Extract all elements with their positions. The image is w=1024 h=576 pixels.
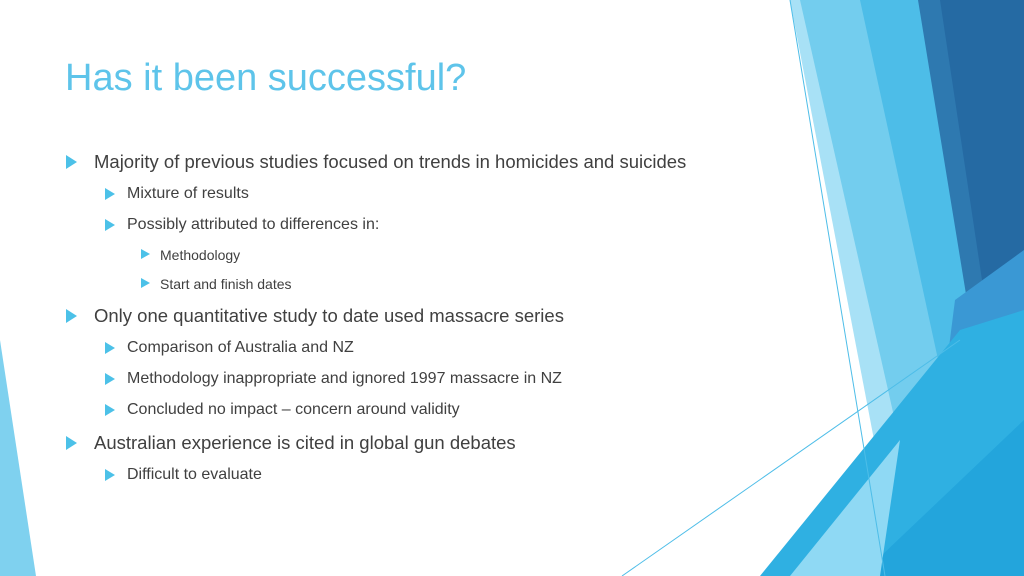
bullet-arrow-icon	[66, 309, 77, 323]
bullet-arrow-icon	[105, 404, 115, 416]
bullet-text: Majority of previous studies focused on trends in homicides and suicides	[94, 151, 687, 172]
bullet-text: Methodology	[160, 247, 241, 263]
bullet-text: Concluded no impact – concern around validity	[127, 401, 460, 418]
bullet-arrow-icon	[105, 342, 115, 354]
bullet-arrow-icon	[105, 188, 115, 200]
bullet-arrow-icon	[141, 278, 150, 288]
bullet-text: Only one quantitative study to date used massacre series	[94, 305, 564, 326]
bullet-arrow-icon	[105, 219, 115, 231]
bullet-text: Possibly attributed to differences in:	[127, 216, 380, 233]
slide-title: Has it been successful?	[65, 57, 467, 99]
bullet-text: Comparison of Australia and NZ	[127, 339, 354, 356]
left-accent-shape	[0, 340, 36, 576]
bullet-text: Difficult to evaluate	[127, 466, 262, 483]
bullet-arrow-icon	[105, 373, 115, 385]
bullet-arrow-icon	[141, 249, 150, 259]
bullet-arrow-icon	[105, 469, 115, 481]
bullet-text: Australian experience is cited in global gun debates	[94, 432, 516, 453]
bullet-arrow-icon	[66, 436, 77, 450]
bullet-text: Start and finish dates	[160, 276, 292, 292]
bullet-text: Mixture of results	[127, 185, 249, 202]
bullet-text: Methodology inappropriate and ignored 1997 massacre in NZ	[127, 370, 562, 387]
bullet-arrow-icon	[66, 155, 77, 169]
